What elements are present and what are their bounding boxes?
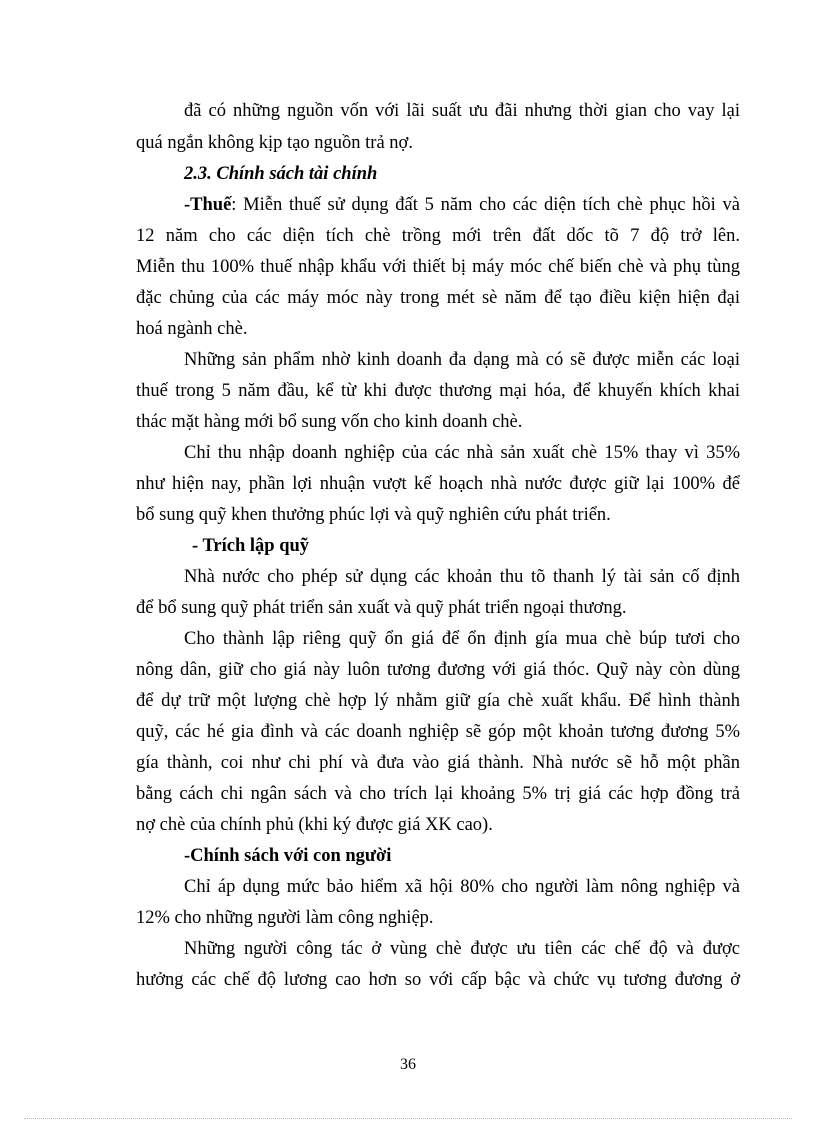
paragraph-line: Những người công tác ở vùng chè được ưu tiên các chế độ và được (184, 939, 740, 959)
paragraph-line: để bổ sung quỹ phát triển sản xuất và quỹ phát triển ngoại thương. (136, 598, 627, 618)
paragraph-line: thuế trong 5 năm đầu, kể từ khi được thương mại hóa, để khuyến khích khai (136, 381, 740, 401)
paragraph-line: đặc chủng của các máy móc này trong mét sè năm để tạo điều kiện hiện đại (136, 288, 740, 308)
paragraph-line: Chỉ thu nhập doanh nghiệp của các nhà sản xuất chè 15% thay vì 35% (184, 443, 740, 463)
tax-text: : Miễn thuế sử dụng đất 5 năm cho các diện tích chè phục hồi và (231, 195, 740, 215)
people-policy-subheading: -Chính sách với con người (184, 846, 392, 866)
paragraph-line: nợ chè của chính phủ (khi ký được giá XK cao). (136, 815, 493, 835)
paragraph-line: Cho thành lập riêng quỹ ổn giá để ổn định gía mua chè búp tươi cho (184, 629, 740, 649)
paragraph-line: hưởng các chế độ lương cao hơn so với cấp bậc và chức vụ tương đương ở (136, 970, 740, 990)
paragraph-line: hoá ngành chè. (136, 319, 248, 339)
paragraph-line: thác mặt hàng mới bổ sung vốn cho kinh doanh chè. (136, 412, 523, 432)
paragraph-line: nông dân, giữ cho giá này luôn tương đương với giá thóc. Quỹ này còn dùng (136, 660, 740, 680)
paragraph-line: 12% cho những người làm công nghiệp. (136, 908, 434, 928)
paragraph-line: quá ngắn không kịp tạo nguồn trả nợ. (136, 133, 413, 153)
paragraph-line: bằng cách chi ngân sách và cho trích lại khoảng 5% trị giá các hợp đồng trả (136, 784, 740, 804)
page-number: 36 (400, 1056, 416, 1073)
paragraph-line: 12 năm cho các diện tích chè trồng mới trên đất dốc tõ 7 độ trở lên. (136, 226, 740, 246)
paragraph-line: quỹ, các hé gia đình và các doanh nghiệp sẽ góp một khoản tương đương 5% (136, 722, 740, 742)
paragraph-line: như hiện nay, phần lợi nhuận vượt kế hoạch nhà nước được giữ lại 100% để (136, 474, 740, 494)
paragraph-line (184, 190, 740, 220)
paragraph-line: Miễn thu 100% thuế nhập khẩu với thiết bị máy móc chế biến chè và phụ tùng (136, 257, 740, 277)
paragraph-line: đã có những nguồn vốn với lãi suất ưu đãi nhưng thời gian cho vay lại (184, 101, 740, 121)
paragraph-line: để dự trữ một lượng chè hợp lý nhằm giữ gía chè xuất khẩu. Để hình thành (136, 691, 740, 711)
paragraph-line: bổ sung quỹ khen thưởng phúc lợi và quỹ nghiên cứu phát triển. (136, 505, 611, 525)
section-heading: 2.3. Chính sách tài chính (184, 164, 378, 184)
fund-subheading: - Trích lập quỹ (192, 536, 310, 556)
paragraph-line: Nhà nước cho phép sử dụng các khoản thu tõ thanh lý tài sản cố định (184, 567, 740, 587)
paragraph-line: gía thành, coi như chi phí và đưa vào giá thành. Nhà nước sẽ hỗ một phần (136, 753, 740, 773)
paragraph-line: Những sản phẩm nhờ kinh doanh đa dạng mà có sẽ được miễn các loại (184, 350, 740, 370)
paragraph-line: Chỉ áp dụng mức bảo hiểm xã hội 80% cho người làm nông nghiệp và (184, 877, 740, 897)
page-bottom-rule (24, 1118, 792, 1119)
tax-subheading: -Thuế (184, 195, 232, 215)
